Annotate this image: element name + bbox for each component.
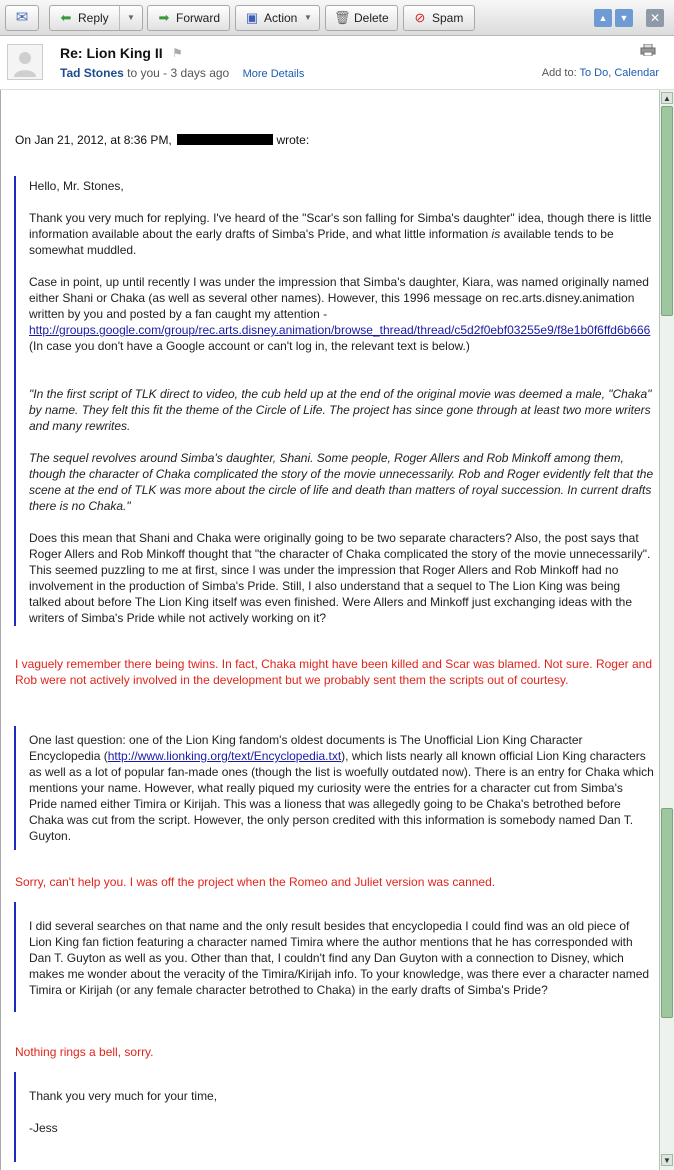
message-subject: Re: Lion King II (60, 45, 163, 61)
trash-icon: 🗑 (334, 10, 351, 25)
scroll-down-icon[interactable]: ▼ (661, 1154, 673, 1166)
quote-paragraph: Does this mean that Shani and Chaka were originally going to be two separate characters? Also, the post says that Roger Allers and Rob Minkoff thought that "the character of Chaka complicated the story of the movie unnecessarily". This seemed puzzling to me at first, since I was under the impression that Roger Allers and Rob Minkoff had no involvement in the production of Simba's Pride. Still, I also understand that a sequel to The Lion King was being talked about before The Lion King itself was even finished. Were Allers and Minkoff just exchanging ideas with the writers of Simba's Pride while not actively working on it? (29, 531, 651, 625)
quote-paragraph (29, 732, 654, 844)
close-icon: ✕ (649, 11, 661, 25)
reply-paragraph: I vaguely remember there being twins. In fact, Chaka might have been killed and Scar was blamed. Not sure. Roger and Rob were not actively involved in the development but we probably sent them the scripts out of courtesy. (15, 657, 653, 687)
delete-button[interactable] (325, 5, 398, 31)
quoted-post (29, 450, 654, 514)
compose-button[interactable] (5, 5, 39, 31)
reply-paragraph: Nothing rings a bell, sorry. (15, 1045, 154, 1059)
quote-text: Thank you very much for replying. I've heard of the "Scar's son falling for Simba's daughter" idea, though there is little information available about the early drafts of Simba's Pride, and what little information (29, 211, 652, 241)
action-button[interactable] (235, 5, 320, 31)
quote-signature: -Jess (29, 1121, 58, 1135)
quote-text: One last question: one of the Lion King fandom's oldest documents is The Unofficial Lion King Character Encyclopedia ( (29, 733, 583, 763)
add-to-todo-link[interactable]: To Do (579, 67, 609, 79)
spam-label: Spam (432, 11, 464, 25)
printer-icon[interactable] (640, 44, 656, 56)
reply-button[interactable] (49, 5, 143, 31)
redacted-email (177, 134, 273, 145)
message-body (0, 90, 659, 1170)
reply-dropdown-icon[interactable]: ▼ (119, 6, 142, 30)
quote-bar (14, 176, 16, 626)
toolbar (0, 0, 674, 36)
quoted-post (29, 386, 654, 434)
flag-icon[interactable]: ⚑ (172, 46, 183, 60)
add-to-calendar-link[interactable]: Calendar (614, 67, 659, 79)
encyclopedia-link[interactable]: http://www.lionking.org/text/Encyclopedia.txt (107, 749, 342, 763)
forward-button[interactable] (147, 5, 230, 31)
forward-label: Forward (176, 11, 221, 25)
person-silhouette-icon (8, 45, 42, 79)
scrollbar-thumb[interactable] (661, 106, 673, 316)
previous-message-button[interactable] (594, 9, 612, 27)
delete-label: Delete (354, 11, 389, 25)
reply-intro-text: On Jan 21, 2012, at 8:36 PM, (15, 133, 172, 147)
quote-text: Case in point, up until recently I was under the impression that Simba's daughter, Kiara, was named originally named either Shani or Chaka (as well as several other names). However, this 1996 message on rec.arts.disney.animation written by you and posted by a fan caught my attention - (29, 275, 649, 321)
message-header (0, 36, 674, 90)
reply-paragraph: Sorry, can't help you. I was off the project when the Romeo and Juliet version was canned. (15, 875, 496, 889)
scroll-up-icon[interactable]: ▲ (661, 92, 673, 104)
reply-intro (15, 132, 645, 148)
sender-name[interactable]: Tad Stones (60, 66, 124, 80)
next-message-button[interactable] (615, 9, 633, 27)
google-groups-link[interactable]: http://groups.google.com/group/rec.arts.disney.animation/browse_thread/thread/c5d2f0ebf03255e9/f8e1b0f6ffd6b666 (29, 323, 651, 337)
quote-bar (14, 902, 16, 1012)
quote-emphasis: is (491, 227, 501, 241)
spam-block-icon: ⊘ (414, 10, 426, 25)
quote-text: available tends to be somewhat muddled. (29, 227, 614, 257)
vertical-scrollbar[interactable] (659, 90, 674, 1170)
compose-mail-icon: ✉ (15, 9, 29, 26)
quote-text: ), which lists nearly all known official Lion King characters as well as a lot of popular fan-made ones (though the list is woefully outdated now). There is an entry for Chaka which mentions your name. However, what really piqued my curiosity were the entries for a character cut from Simba's Pride named either Timira or Kirijah. This was a lioness that was allegedly going to be Chaka's betrothed before Chaka was cut from the script. However, the only person credited with this information is somebody named Dan T. Guyton. (29, 749, 654, 843)
quoted-post-text: "In the first script of TLK direct to video, the cub held up at the end of the original movie was deemed a male, "Chaka" by name. They felt this fit the theme of the Circle of Life. The project has since gone through at least two more writers and many rewrites. (29, 387, 652, 433)
action-label: Action (264, 11, 298, 25)
scrollbar-thumb[interactable] (661, 808, 673, 1018)
sender-line: Tad Stones to you - 3 days ago More Details (60, 66, 305, 80)
quote-bar (14, 1072, 16, 1162)
add-to-bar: Add to: To Do, Calendar (541, 67, 659, 79)
quote-bar (14, 726, 16, 850)
quote-paragraph (29, 274, 654, 354)
down-arrow-icon: ▼ (619, 13, 629, 23)
quote-greeting: Hello, Mr. Stones, (29, 179, 124, 193)
quote-paragraph (29, 210, 654, 258)
quoted-post-text: The sequel revolves around Simba's daughter, Shani. Some people, Roger Allers and Rob Minkoff among them, though the character of Chaka complicated the story of the movie unnecessarily. Rob and Roger evidently felt that the scene at the end of TLK was more about the circle of life and death than matters of royal succession. In current drafts there is no Chaka." (29, 451, 654, 513)
action-menu-icon: ▣ (245, 10, 259, 25)
message-date: 3 days ago (170, 66, 230, 80)
up-arrow-icon: ▲ (598, 13, 608, 23)
quote-paragraph: I did several searches on that name and the only result besides that encyclopedia I could find was an old piece of Lion King fan fiction featuring a character named Timira where the author mentions that he has corresponded with Dan T. Guyton as well as you. Other than that, I couldn't find any Dan Guyton with a connection to Disney, which makes me wonder about the veracity of the Timira/Kirijah info. To your knowledge, was there ever a character named Timira or Kirijah (or any female character betrothed to Chaka) in the early drafts of Simba's Pride? (29, 919, 650, 997)
add-to-label: Add to: (541, 67, 577, 79)
quote-closing: Thank you very much for your time, (29, 1089, 218, 1103)
reply-label: Reply (78, 11, 109, 25)
action-dropdown-icon[interactable]: ▼ (304, 13, 312, 22)
avatar (7, 44, 43, 80)
more-details-link[interactable]: More Details (242, 68, 305, 80)
reply-intro-suffix: wrote: (276, 133, 310, 147)
close-message-button[interactable] (646, 9, 664, 27)
quote-text: (In case you don't have a Google account or can't log in, the relevant text is below.) (29, 339, 470, 353)
recipient-text: to you (127, 66, 160, 80)
spam-button[interactable] (403, 5, 475, 31)
reply-arrow-icon: ⬅ (60, 10, 72, 25)
forward-arrow-icon: ➡ (158, 10, 170, 25)
